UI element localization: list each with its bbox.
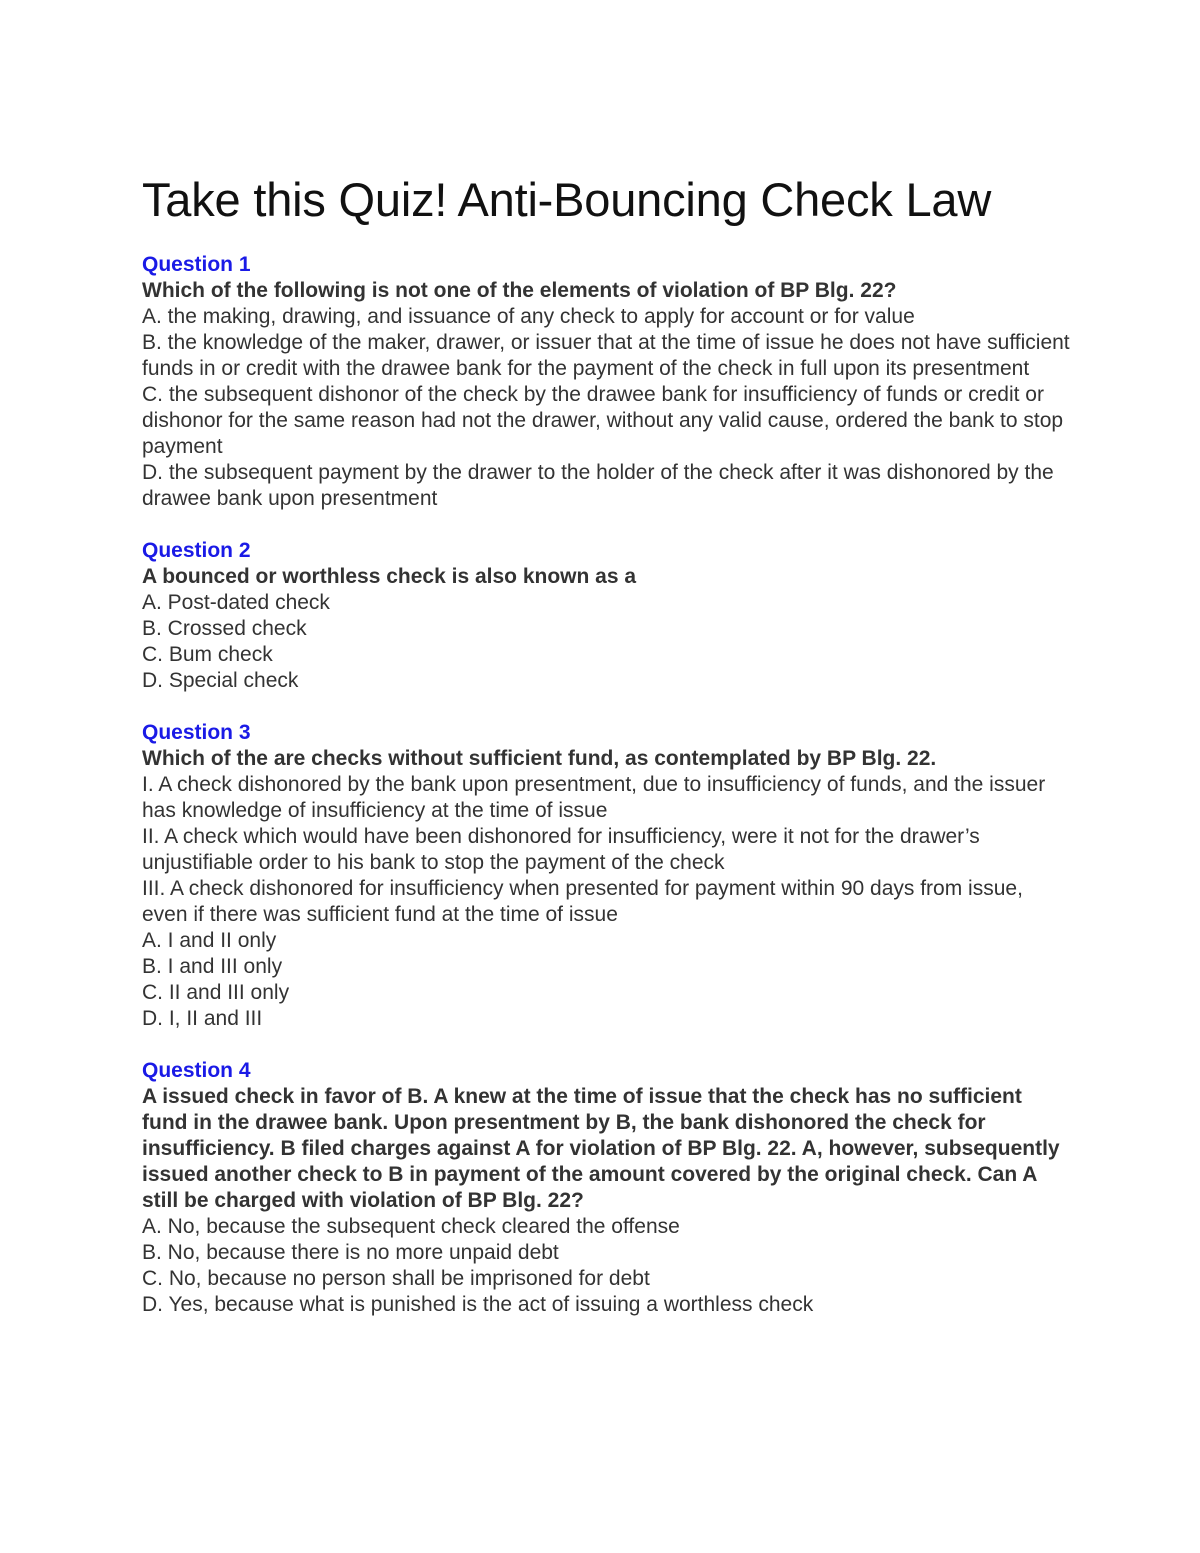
- answer-option: A. Post-dated check: [142, 591, 330, 614]
- question-block-1: [142, 252, 1072, 512]
- answer-option: A. I and II only: [142, 929, 277, 952]
- statement-line: III. A check dishonored for insufficiency when presented for payment within 90 days from issue, even if there was sufficient fund at the time of issue: [142, 877, 1023, 926]
- question-text: A issued check in favor of B. A knew at the time of issue that the check has no sufficient fund in the drawee bank. Upon presentment by B, the bank dishonored the check for insufficiency. B filed charges against A for violation of BP Blg. 22. A, however, subsequently issued another check to B in payment of the amount covered by the original check. Can A still be charged with violation of BP Blg. 22?: [142, 1085, 1060, 1212]
- answer-option: A. the making, drawing, and issuance of any check to apply for account or for value: [142, 305, 915, 328]
- answer-option: D. Special check: [142, 669, 299, 692]
- answer-option: D. the subsequent payment by the drawer to the holder of the check after it was dishonored by the drawee bank upon presentment: [142, 461, 1054, 510]
- question-label: Question 1: [142, 253, 251, 276]
- document-page: [142, 170, 1072, 1344]
- answer-option: C. II and III only: [142, 981, 290, 1004]
- answer-option: B. No, because there is no more unpaid debt: [142, 1241, 559, 1264]
- question-label: Question 2: [142, 539, 251, 562]
- question-text: A bounced or worthless check is also known as a: [142, 565, 637, 588]
- question-block-4: [142, 1058, 1072, 1318]
- answer-option: B. Crossed check: [142, 617, 307, 640]
- document-title: Take this Quiz! Anti-Bouncing Check Law: [142, 173, 992, 226]
- answer-option: C. No, because no person shall be imprisoned for debt: [142, 1267, 650, 1290]
- question-block-2: [142, 538, 1072, 694]
- statement-line: I. A check dishonored by the bank upon presentment, due to insufficiency of funds, and the issuer has knowledge of insufficiency at the time of issue: [142, 773, 1046, 822]
- answer-option: B. I and III only: [142, 955, 283, 978]
- question-text: Which of the following is not one of the elements of violation of BP Blg. 22?: [142, 279, 897, 302]
- question-text: Which of the are checks without sufficient fund, as contemplated by BP Blg. 22.: [142, 747, 937, 770]
- answer-option: A. No, because the subsequent check cleared the offense: [142, 1215, 680, 1238]
- statement-line: II. A check which would have been dishonored for insufficiency, were it not for the drawer’s unjustifiable order to his bank to stop the payment of the check: [142, 825, 980, 874]
- answer-option: D. I, II and III: [142, 1007, 263, 1030]
- answer-option: D. Yes, because what is punished is the act of issuing a worthless check: [142, 1293, 814, 1316]
- question-label: Question 4: [142, 1059, 251, 1082]
- question-label: Question 3: [142, 721, 251, 744]
- question-block-3: [142, 720, 1072, 1032]
- answer-option: C. Bum check: [142, 643, 273, 666]
- answer-option: C. the subsequent dishonor of the check by the drawee bank for insufficiency of funds or credit or dishonor for the same reason had not the drawer, without any valid cause, ordered the bank to stop payment: [142, 383, 1064, 458]
- answer-option: B. the knowledge of the maker, drawer, or issuer that at the time of issue he does not have sufficient funds in or credit with the drawee bank for the payment of the check in full upon its presentment: [142, 331, 1070, 380]
